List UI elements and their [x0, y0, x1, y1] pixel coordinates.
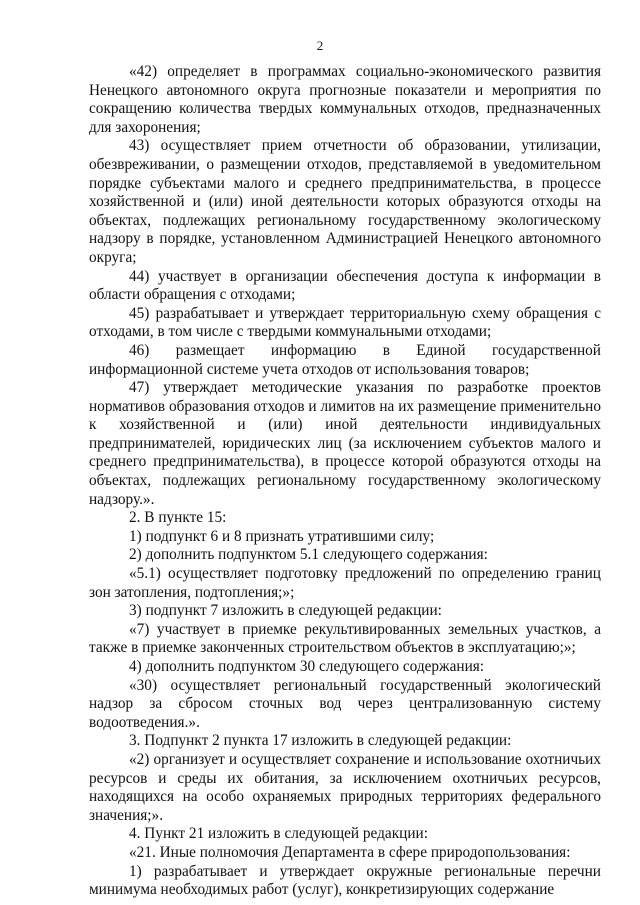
paragraph-quote-7: «7) участвует в приемке рекультивированных земельных участков, а также в приемке законченных строительством объектов в эксплуатацию;»;	[89, 620, 601, 657]
paragraph-item-46: 46) размещает информацию в Единой государственной информационной системе учета отходов от использования товаров;	[89, 341, 601, 378]
paragraph-quote-30: «30) осуществляет региональный государственный экологический надзор за сбросом сточных вод через централизованную систему водоотведения.».	[89, 676, 601, 731]
paragraph-item-42: «42) определяет в программах социально-экономического развития Ненецкого автономного округа прогнозные показатели и мероприятия по сокращению количества твердых коммунальных отходов, предназначенных для захоронения;	[89, 63, 601, 136]
paragraph-sub-4: 4) дополнить подпунктом 30 следующего содержания:	[129, 658, 485, 675]
paragraph-quote-21: «21. Иные полномочия Департамента в сфере природопользования:	[129, 843, 571, 861]
paragraph-section-3: 3. Подпункт 2 пункта 17 изложить в следующей редакции:	[129, 732, 512, 750]
paragraph-quote-21-1: 1) разрабатывает и утверждает окружные региональные перечни минимума необходимых работ (услуг), конкретизирующих содержание	[89, 862, 601, 899]
paragraph-quote-2: «2) организует и осуществляет сохранение и использование охотничьих ресурсов и среды их обитания, за исключением охотничьих ресурсов, находящихся на особо охраняемых природных территориях федерального значения;».	[89, 750, 601, 824]
paragraph-item-43: 43) осуществляет прием отчетности об образовании, утилизации, обезвреживании, о размещении отходов, представляемой в уведомительном порядке субъектами малого и среднего предпринимательства, в процессе хозяйственной и (или) иной деятельности которых образуются отходы на объектах, подлежащих региональному государственному экологическому надзору в порядке, установленном Администрацией Ненецкого автономного округа;	[89, 137, 601, 266]
paragraph-sub-3: 3) подпункт 7 изложить в следующей редакции:	[129, 602, 442, 620]
document-body	[89, 63, 601, 900]
page-number: 2	[316, 38, 324, 53]
paragraph-sub-2: 2) дополнить подпунктом 5.1 следующего содержания:	[129, 546, 488, 564]
paragraph-section-4: 4. Пункт 21 изложить в следующей редакции:	[129, 825, 428, 843]
paragraph-sub-1: 1) подпункт 6 и 8 признать утратившими силу;	[129, 527, 435, 545]
paragraph-section-2: 2. В пункте 15:	[129, 509, 227, 527]
paragraph-quote-5-1: «5.1) осуществляет подготовку предложений по определению границ зон затопления, подтопления;»;	[89, 565, 601, 601]
paragraph-item-45: 45) разрабатывает и утверждает территориальную схему обращения с отходами, в том числе с твердыми коммунальными отходами;	[89, 304, 601, 341]
paragraph-item-44: 44) участвует в организации обеспечения доступа к информации в области обращения с отходами;	[89, 267, 601, 304]
paragraph-item-47: 47) утверждает методические указания по разработке проектов нормативов образования отходов и лимитов на их размещение применительно к хозяйственной и (или) иной деятельности индивидуальных предпринимателей, юридических лиц (за исключением субъектов малого и среднего предпринимательства), в процессе которой образуются отходы на объектах, подлежащих региональному государственному экологическому надзору.».	[89, 379, 601, 508]
